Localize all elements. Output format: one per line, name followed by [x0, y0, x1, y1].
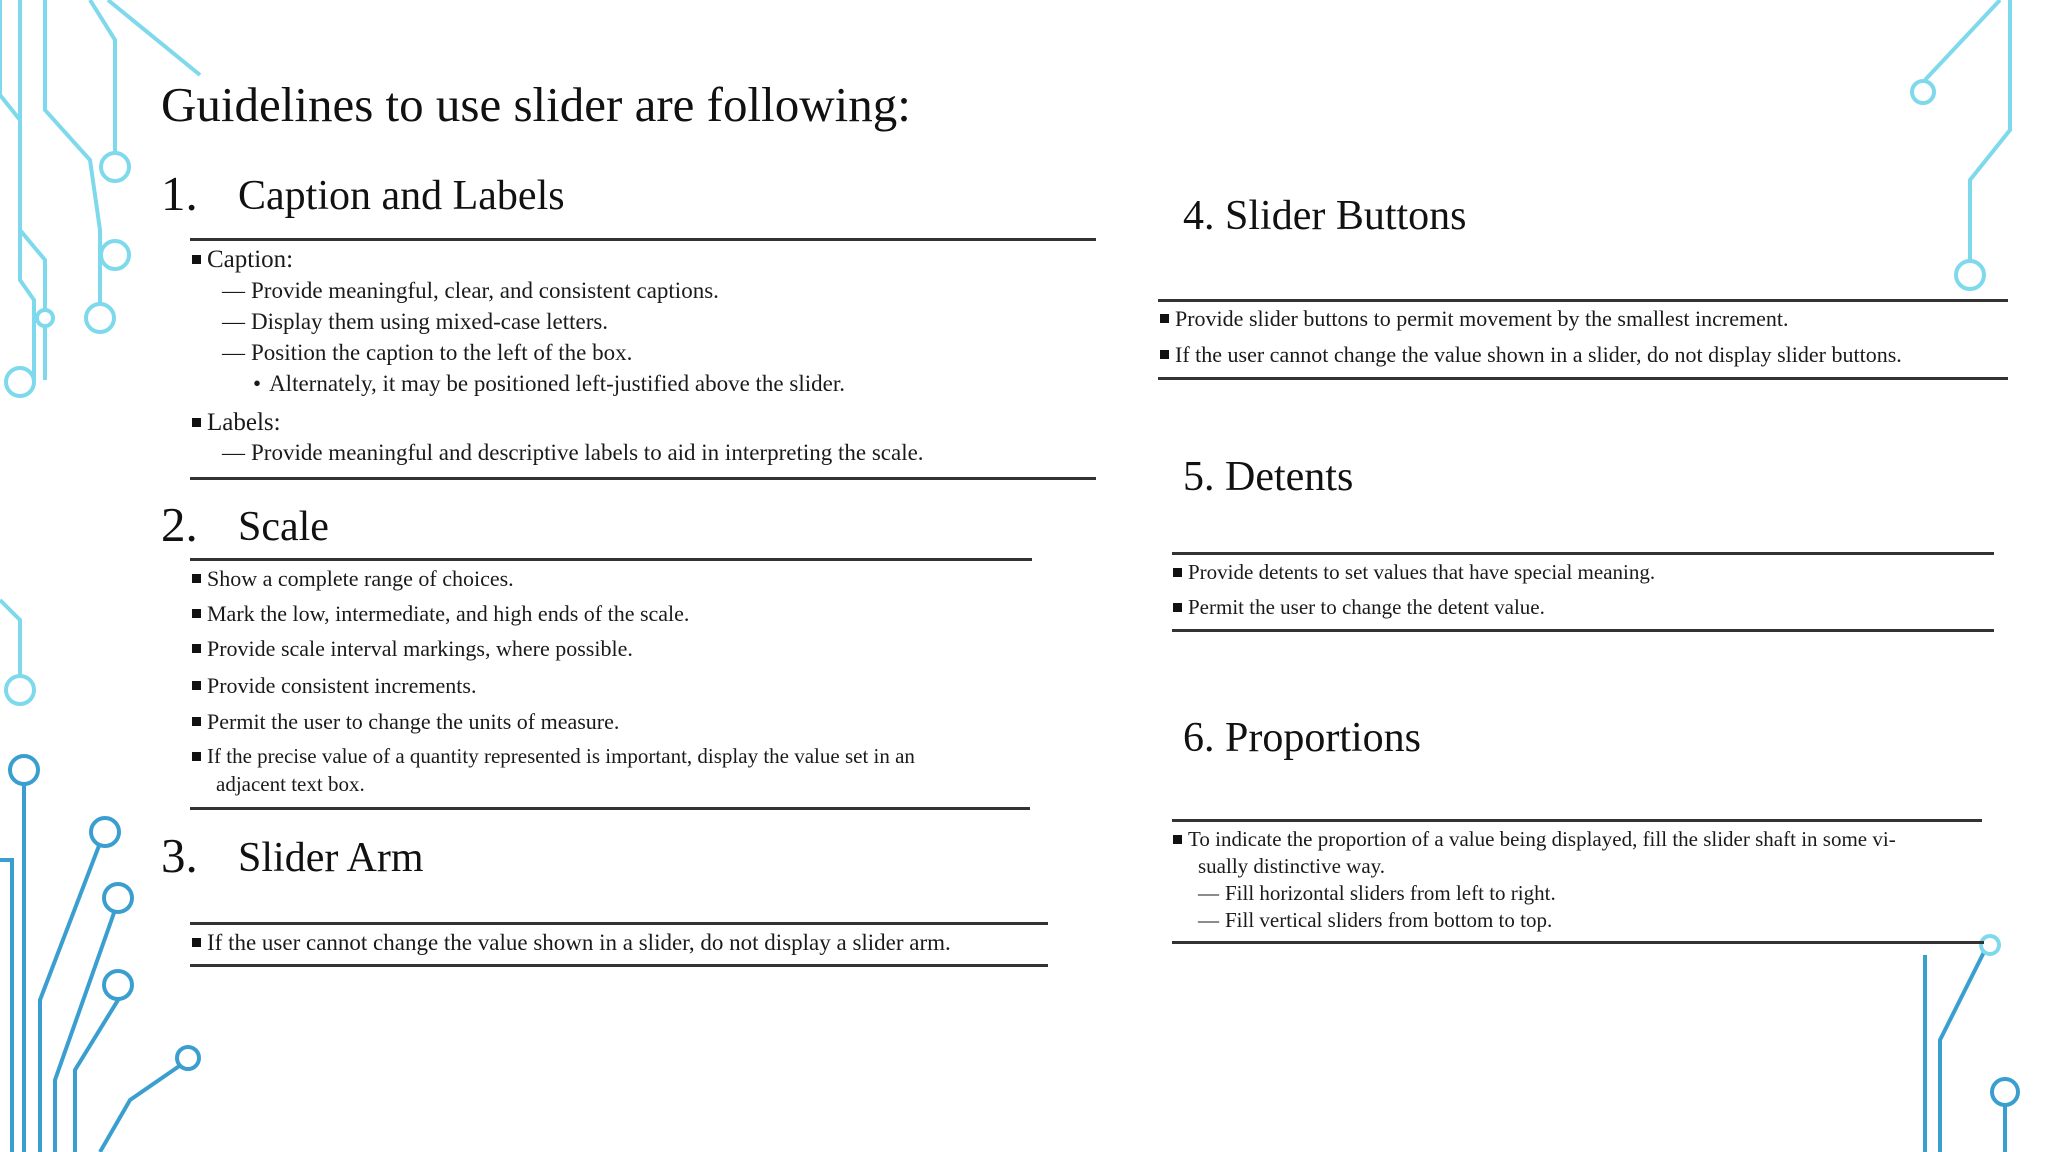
list-item: Permit the user to change the units of measure. [192, 709, 619, 735]
list-item-continuation: adjacent text box. [216, 772, 365, 796]
divider [190, 922, 1048, 925]
bullet-icon [192, 717, 201, 726]
list-item: — Fill vertical sliders from bottom to top. [1198, 908, 1553, 932]
list-item: — Provide meaningful, clear, and consistent captions. [222, 278, 719, 303]
bullet-icon [1173, 568, 1182, 577]
list-item: Provide slider buttons to permit movement by the smallest increment. [1160, 306, 1788, 332]
divider [190, 477, 1096, 480]
bullet-icon [192, 644, 201, 653]
divider [1158, 299, 2008, 302]
list-item: • Alternately, it may be positioned left-justified above the slider. [253, 371, 845, 396]
list-item: Mark the low, intermediate, and high ends of the scale. [192, 601, 689, 627]
bullet-icon [1173, 835, 1182, 844]
section-heading: Slider Arm [238, 835, 424, 881]
list-item: Permit the user to change the detent value. [1173, 595, 1545, 620]
section-number: 2. [161, 497, 198, 552]
section-heading: 5. Detents [1183, 454, 1354, 500]
divider [1158, 377, 2008, 380]
dash-icon: — [222, 309, 245, 334]
bullet-icon [192, 574, 201, 583]
section-heading: Scale [238, 504, 329, 550]
divider [1172, 941, 1984, 944]
page-title: Guidelines to use slider are following: [161, 77, 911, 132]
divider [190, 964, 1048, 967]
list-item: — Provide meaningful and descriptive labels to aid in interpreting the scale. [222, 440, 924, 465]
list-item: Provide consistent increments. [192, 673, 476, 699]
section-heading: 6. Proportions [1183, 715, 1422, 761]
list-item: Labels: [192, 409, 281, 437]
dot-icon: • [253, 371, 262, 396]
divider [1172, 819, 1982, 822]
dash-icon: — [222, 440, 245, 465]
dash-icon: — [222, 340, 245, 365]
bullet-icon [1173, 603, 1182, 612]
bullet-icon [192, 255, 201, 264]
list-item: Provide detents to set values that have special meaning. [1173, 560, 1655, 585]
section-number: 3. [161, 828, 198, 883]
list-item-continuation: sually distinctive way. [1198, 854, 1386, 878]
section-heading: 4. Slider Buttons [1183, 193, 1467, 239]
bullet-icon [1160, 314, 1169, 323]
list-item: If the user cannot change the value shown in a slider, do not display a slider arm. [192, 930, 951, 956]
section-number: 1. [161, 166, 198, 221]
divider [190, 238, 1096, 241]
divider [1172, 629, 1994, 632]
section-heading: Caption and Labels [238, 173, 565, 219]
bullet-icon [192, 418, 201, 427]
divider [190, 558, 1032, 561]
bullet-icon [192, 938, 201, 947]
list-item: If the user cannot change the value shown in a slider, do not display slider buttons. [1160, 342, 1902, 368]
bullet-icon [1160, 350, 1169, 359]
dash-icon: — [1198, 881, 1219, 905]
list-item: If the precise value of a quantity represented is important, display the value set in an [192, 744, 915, 769]
bullet-icon [192, 752, 201, 761]
list-item: Caption: [192, 246, 293, 274]
divider [1172, 552, 1994, 555]
list-item: — Display them using mixed-case letters. [222, 309, 609, 334]
dash-icon: — [1198, 908, 1219, 932]
list-item: — Position the caption to the left of the box. [222, 340, 633, 365]
list-item: To indicate the proportion of a value being displayed, fill the slider shaft in some vi- [1173, 827, 1896, 852]
list-item: Provide scale interval markings, where possible. [192, 636, 633, 662]
bullet-icon [192, 681, 201, 690]
dash-icon: — [222, 278, 245, 303]
bullet-icon [192, 609, 201, 618]
divider [190, 807, 1030, 810]
list-item: — Fill horizontal sliders from left to right. [1198, 881, 1556, 905]
list-item: Show a complete range of choices. [192, 566, 514, 592]
